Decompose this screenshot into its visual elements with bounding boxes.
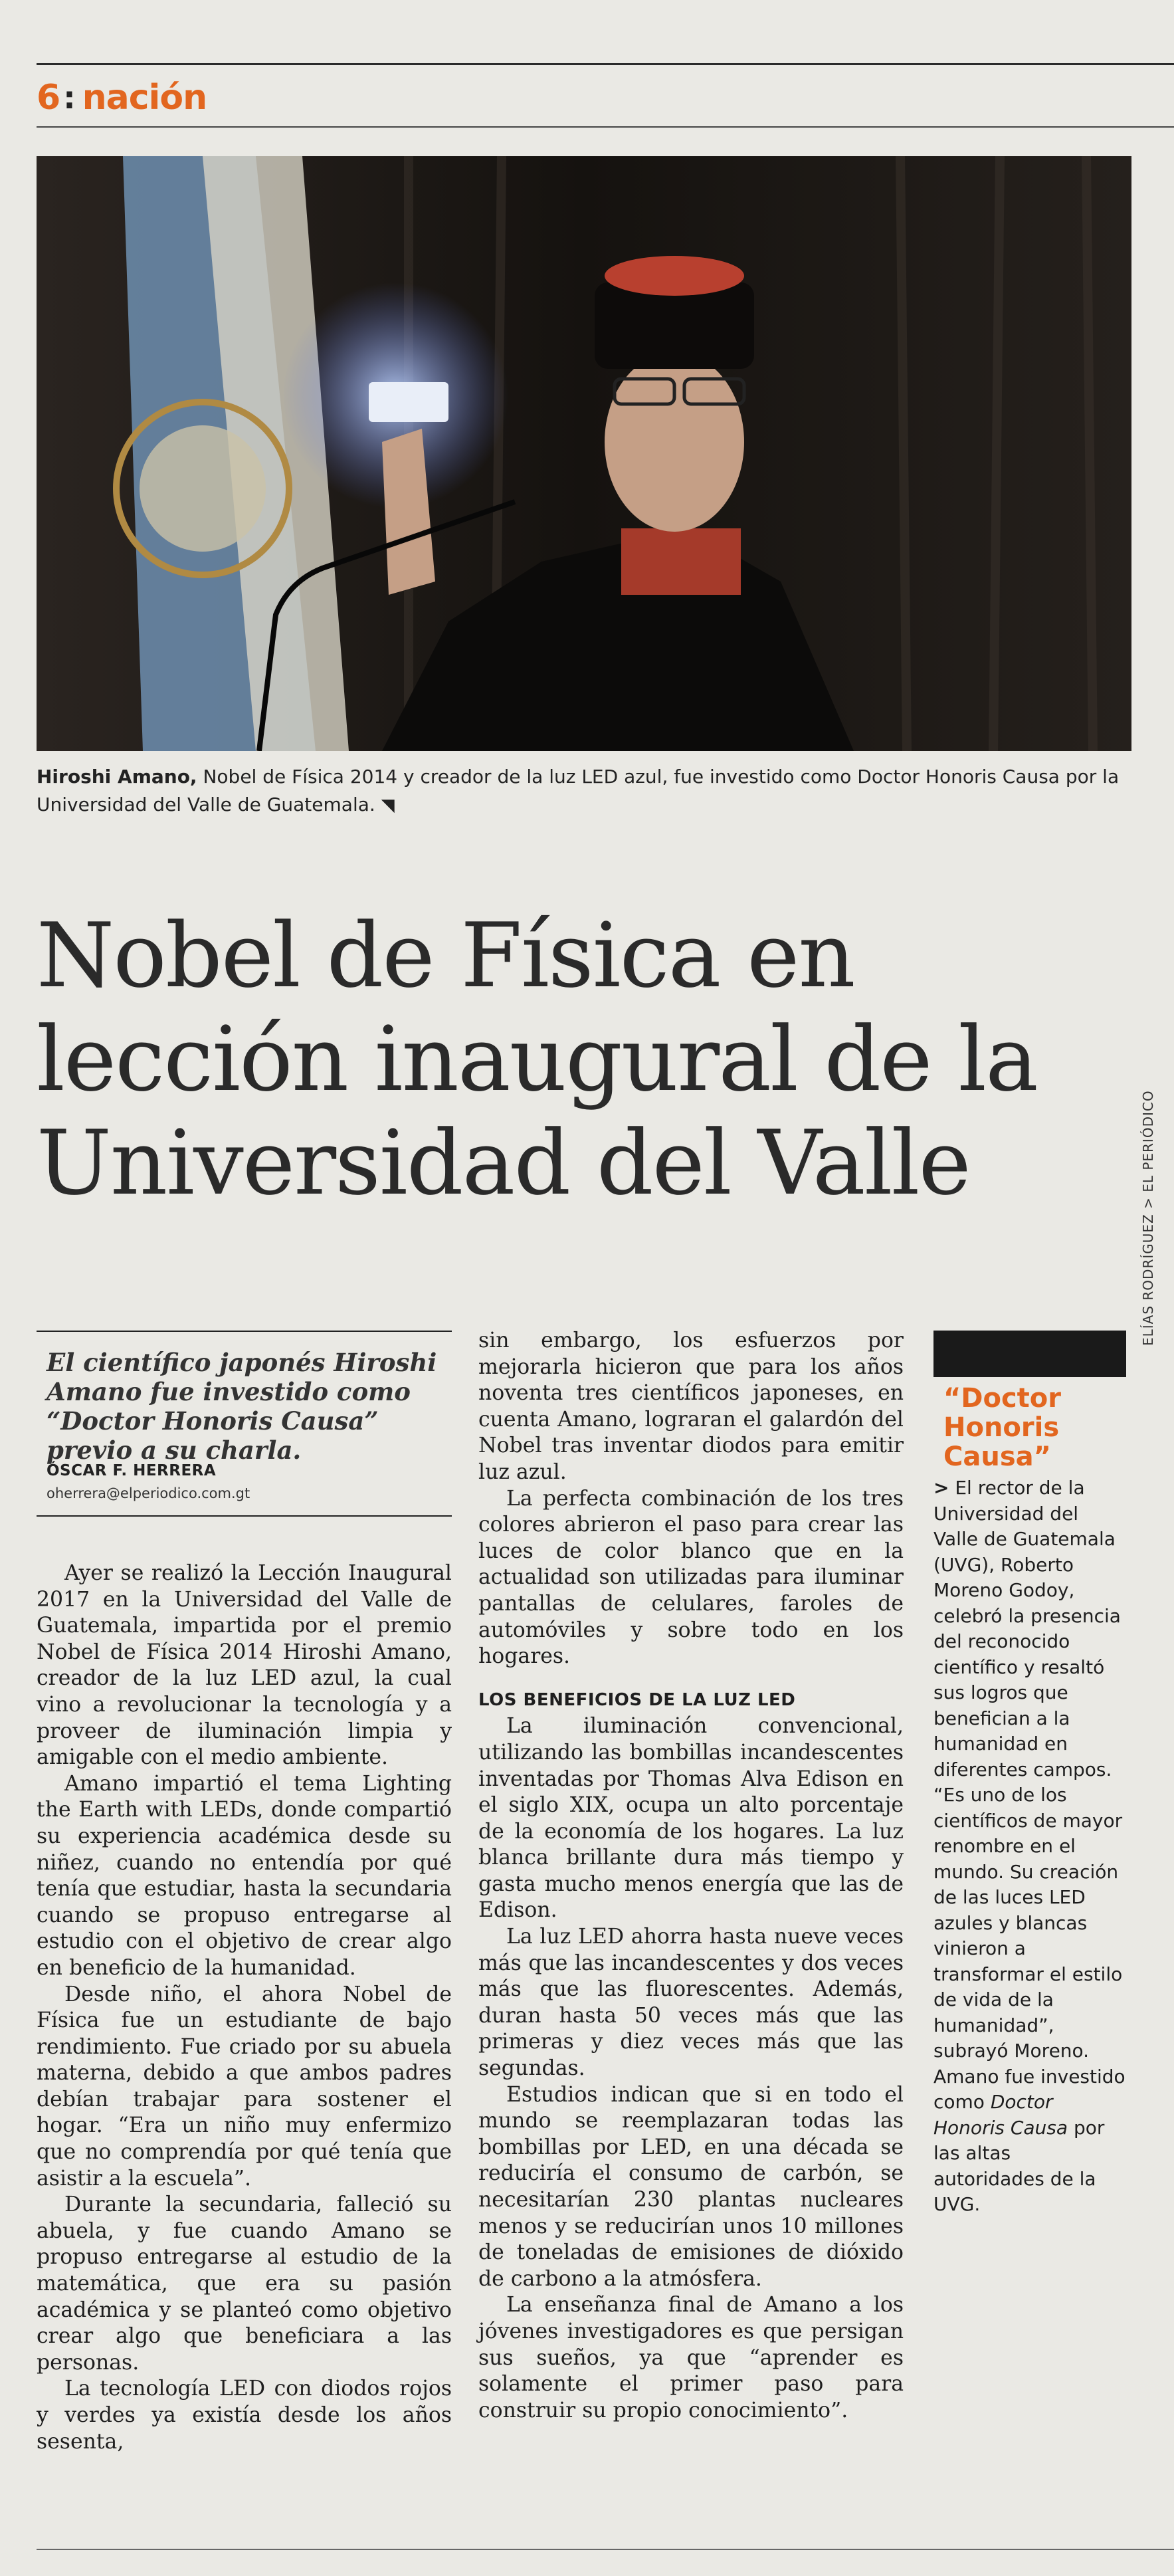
photo-illustration xyxy=(37,156,1131,751)
paragraph: La tecnología LED con diodos rojos y verdes ya existía desde los años sesenta, xyxy=(37,2377,452,2454)
section-header xyxy=(37,74,207,121)
paragraph: La iluminación convencional, utilizando las bombillas incandescentes inventadas por Thomas Alva Edison en el siglo XIX, ocupa un alto porcentaje de la economía de los hogares. La luz blanca brillante dura más tiempo y gasta mucho menos energía que las de Edison. xyxy=(478,1714,904,1923)
article-deck: El científico japonés Hiroshi Amano fue investido como “Doctor Honoris Causa” previo a su charla. xyxy=(47,1348,437,1465)
top-rule xyxy=(37,63,1174,65)
author-email: oherrera@elperiodico.com.gt xyxy=(47,1485,250,1501)
corner-arrow-icon: ◥ xyxy=(381,796,395,815)
page-number: 6 xyxy=(37,78,61,118)
sidebar-body xyxy=(933,1475,1126,2218)
caption-name: Hiroshi Amano, xyxy=(37,766,197,788)
headline: Nobel de Física en lección inaugural de la Universidad del Valle xyxy=(37,904,1037,1215)
article-column-1 xyxy=(37,1560,452,2455)
article-column-2 xyxy=(478,1328,904,2424)
section-separator: : xyxy=(63,80,76,116)
section-name: nación xyxy=(82,78,207,118)
paragraph: Desde niño, el ahora Nobel de Física fue un estudiante de bajo rendimiento. Fue criado por su abuela materna, debido a que ambos padres debían trabajar para sostener el hogar. “Era un niño muy enfermizo que no comprendía por qué tenía que asistir a la escuela”. xyxy=(37,1982,452,2191)
paragraph: sin embargo, los esfuerzos por mejorarla hicieron que para los años noventa tres científicos japoneses, en cuenta Amano, lograran el galardón del Nobel tras inventar diodos para emitir luz azul. xyxy=(478,1329,904,1484)
article-subhead: LOS BENEFICIOS DE LA LUZ LED xyxy=(478,1689,796,1710)
sidebar-header-bar xyxy=(933,1331,1126,1377)
sidebar-paragraph: “Es uno de los científicos de mayor renombre en el mundo. Su creación de las luces LED azules y blancas vinieron a transformar el estilo de vida de la humanidad”, subrayó Moreno. xyxy=(933,1784,1123,2062)
paragraph: Durante la secundaria, falleció su abuela, y fue cuando Amano se propuso entregarse al estudio de la matemática, que era su pasión académica y se planteó como objetivo crear algo que beneficiara a las personas. xyxy=(37,2193,452,2375)
paragraph: Estudios indican que si en todo el mundo se reemplazaran todas las bombillas por LED, en una década se reduciría el consumo de carbón, se necesitarían 230 plantas nucleares menos y se reducirían unos 10 millones de toneladas de emisiones de dióxido de carbono a la atmósfera. xyxy=(478,2082,904,2291)
caption-text: Nobel de Física 2014 y creador de la luz LED azul, fue investido como Doctor Honoris Causa por la Universidad del Valle de Guatemala. xyxy=(37,766,1120,815)
photo-caption xyxy=(37,763,1133,819)
paragraph: La enseñanza final de Amano a los jóvenes investigadores es que persigan sus sueños, ya que “aprender es solamente el primer paso para construir su propio conocimiento”. xyxy=(478,2293,904,2422)
paragraph: La luz LED ahorra hasta nueve veces más que las incandescentes y dos veces más que las fluorescentes. Además, duran hasta 50 veces más que las primeras y diez veces más que las segundas. xyxy=(478,1925,904,2081)
sidebar-title: “Doctor Honoris Causa” xyxy=(943,1383,1062,1472)
sidebar-paragraph: Amano fue investido como Doctor Honoris Causa por las altas autoridades de la UVG. xyxy=(933,2065,1125,2215)
paragraph: La perfecta combinación de los tres colores abrieron el paso para crear las luces de color blanco que en la actualidad son utilizadas para iluminar pantallas de celulares, faroles de automóviles y sobre todo en los hogares. xyxy=(478,1486,904,1669)
bottom-rule xyxy=(37,2549,1174,2550)
deck-rule-top xyxy=(37,1331,452,1332)
paragraph: Ayer se realizó la Lección Inaugural 2017 en la Universidad del Valle de Guatemala, impartida por el premio Nobel de Física 2014 Hiroshi Amano, creador de la luz LED azul, la cual vino a revolucionar la tecnología y a proveer de iluminación limpia y amigable con el medio ambiente. xyxy=(37,1561,452,1770)
header-rule xyxy=(37,126,1174,128)
photo-credit: ELÍAS RODRÍGUEZ > EL PERIÓDICO xyxy=(1140,1090,1156,1346)
paragraph: Amano impartió el tema Lighting the Earth with LEDs, donde compartió su experiencia académica desde su niñez, cuando no entendía por qué tenía que estudiar, hasta la secundaria cuando se propuso entregarse al estudio con el objetivo de crear algo en beneficio de la humanidad. xyxy=(37,1771,452,1980)
article-photo xyxy=(37,156,1131,751)
sidebar-marker: > xyxy=(933,1477,949,1499)
sidebar-paragraph: > El rector de la Universidad del Valle de Guatemala (UVG), Roberto Moreno Godoy, celebró la presencia del reconocido científico y resaltó sus logros que benefician a la humanidad en diferentes campos. xyxy=(933,1477,1121,1780)
deck-rule-bottom xyxy=(37,1515,452,1517)
author-byline: ÓSCAR F. HERRERA xyxy=(47,1462,217,1479)
